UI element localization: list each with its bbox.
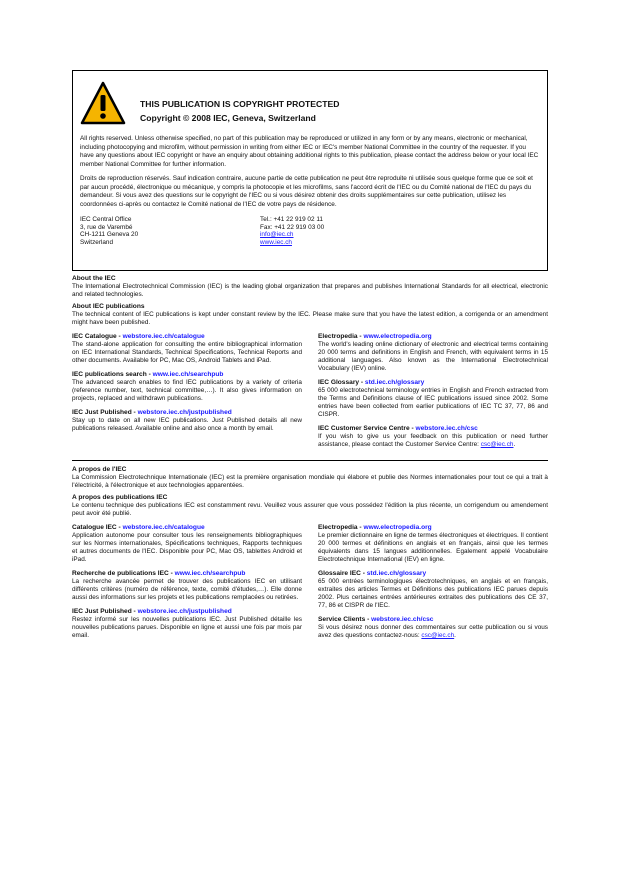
search-heading-fr: Recherche de publications IEC -: [72, 570, 175, 577]
about-publications-text: The technical content of IEC publications is kept under constant review by the IEC. Please make sure that you have the latest edition, a corrigenda or an amendment might have been published.: [72, 311, 548, 326]
electropedia-item-fr: [318, 524, 548, 564]
electropedia-link-fr[interactable]: www.electropedia.org: [363, 524, 432, 531]
glossary-link-fr[interactable]: std.iec.ch/glossary: [366, 570, 427, 577]
glossary-item: [318, 379, 548, 419]
catalogue-link-fr[interactable]: webstore.iec.ch/catalogue: [122, 524, 205, 531]
search-item-fr: [72, 570, 302, 602]
electropedia-item: [318, 333, 548, 373]
electropedia-link[interactable]: www.electropedia.org: [363, 333, 432, 340]
period: .: [513, 441, 516, 448]
about-iec-section: [72, 275, 548, 299]
page: [72, 70, 548, 646]
just-published-text: Stay up to date on all new IEC publications. Just Published details all new publications released. Available online and also once a month by email.: [72, 417, 302, 432]
electropedia-heading-fr: Electropedia -: [318, 524, 364, 531]
about-publications-section: [72, 303, 548, 327]
website-link[interactable]: www.iec.ch: [260, 238, 292, 246]
copyright-text-en: All rights reserved. Unless otherwise specified, no part of this publication may be reproduced or utilized in any form or by any means, electronic or mechanical, including photocopying and microfilm, without permission in writing from either IEC or IEC's member National Committee in the country of the requester. If you have any questions about IEC copyright or have an enquiry about obtaining additional rights to this publication, please contact the address below or your local IEC member National Committee for further information.: [80, 135, 539, 168]
fr-left-column: [72, 524, 302, 646]
catalogue-item: [72, 333, 302, 365]
csc-email-link[interactable]: csc@iec.ch: [480, 441, 514, 448]
address-line: IEC Central Office: [80, 216, 132, 223]
catalogue-text-fr: Application autonome pour consulter tous les renseignements bibliographiques sur les Normes internationales, Spécifications techniques, Rapports techniques et autres documents de l'IEC. Disponible pour PC, Mac OS, tablettes Android et iPad.: [72, 532, 302, 563]
search-text: The advanced search enables to find IEC publications by a variety of criteria (reference number, text, technical committee,…). It also gives information on projects, replaced and withdrawn publications.: [72, 379, 302, 402]
just-published-link-fr[interactable]: webstore.iec.ch/justpublished: [137, 608, 232, 615]
catalogue-link[interactable]: webstore.iec.ch/catalogue: [122, 333, 205, 340]
period: .: [454, 632, 456, 639]
fr-resources: [72, 524, 548, 646]
electropedia-text-fr: Le premier dictionnaire en ligne de termes électroniques et électriques. Il contient 20 000 termes et définitions en anglais et en français, ainsi que les termes équivalents dans 15 langues additionnelles. Egalement appelé Vocabulaire Electrotechnique International (IEV) en ligne.: [318, 532, 548, 563]
electropedia-heading: Electropedia -: [318, 333, 364, 340]
glossary-text-fr: 65 000 entrées terminologiques électrotechniques, en anglais et en français, extraites des articles Termes et Définitions des publications IEC parues depuis 2002. Plus certaines entrées antérieures extraites des publications des CE 37, 77, 86 et CISPR de l'IEC.: [318, 578, 548, 609]
copyright-box: [72, 70, 548, 271]
customer-service-heading-fr: Service Clients -: [318, 616, 372, 623]
postal-address: [80, 216, 260, 246]
apropos-publications-section: [72, 494, 548, 518]
just-published-item-fr: [72, 608, 302, 640]
search-heading: IEC publications search -: [72, 371, 153, 378]
en-left-column: [72, 333, 302, 455]
glossary-heading-fr: Glossaire IEC -: [318, 570, 367, 577]
fax-number: Fax: +41 22 919 03 00: [260, 223, 325, 231]
just-published-link[interactable]: webstore.iec.ch/justpublished: [137, 409, 232, 416]
search-item: [72, 371, 302, 403]
catalogue-heading: IEC Catalogue -: [72, 333, 123, 340]
apropos-publications-heading: A propos des publications IEC: [72, 494, 168, 501]
customer-service-text: [318, 433, 548, 449]
just-published-text-fr: Restez informé sur les nouvelles publications IEC. Just Published détaille les nouvelles publications parues. Disponible en ligne et aussi une fois par mois par email.: [72, 616, 302, 639]
glossary-text: 65 000 electrotechnical terminology entries in English and French extracted from the Terms and Definitions clause of IEC publications issued since 2002. Some entries have been collected from earlier publications of IEC TC 37, 77, 86 and CISPR.: [318, 387, 548, 418]
en-right-column: [318, 333, 548, 455]
searchpub-link[interactable]: www.iec.ch/searchpub: [152, 371, 224, 378]
contact-details: [260, 216, 440, 246]
fr-right-column: [318, 524, 548, 646]
search-text-fr: La recherche avancée permet de trouver des publications IEC en utilisant différents critères (numéro de référence, texte, comité d'études,…). Elle donne aussi des informations sur les projets et les publications remplacées ou retirées.: [72, 578, 302, 601]
en-resources: [72, 333, 548, 455]
catalogue-text: The stand-alone application for consulting the entire bibliographical information on IEC International Standards, Technical Specifications, Technical Reports and other documents. Available for PC, Mac OS, Android Tablets and iPad.: [72, 341, 302, 364]
customer-service-body-fr: Si vous désirez nous donner des commentaires sur cette publication ou si vous avez des questions contactez-nous:: [318, 624, 548, 639]
phone-number: Tel.: +41 22 919 02 11: [260, 216, 323, 223]
glossary-item-fr: [318, 570, 548, 610]
contact-address: [80, 216, 540, 246]
just-published-heading: IEC Just Published -: [72, 409, 138, 416]
customer-service-link[interactable]: webstore.iec.ch/csc: [415, 425, 478, 432]
apropos-iec-heading: A propos de l'IEC: [72, 466, 127, 473]
customer-service-text-fr: [318, 624, 548, 640]
warning-icon: [80, 81, 126, 125]
apropos-iec-text: La Commission Electrotechnique Internationale (IEC) est la première organisation mondiale qui élabore et publie des Normes internationales pour tout ce qui a trait à l'électricité, à l'électronique et aux technologies apparentées.: [72, 474, 548, 489]
electropedia-text: The world's leading online dictionary of electronic and electrical terms containing 20 000 terms and definitions in English and French, with equivalent terms in 15 additional languages. Also known as the International Electrotechnical Vocabulary (IEV) online.: [318, 341, 548, 372]
apropos-iec-section: [72, 466, 548, 490]
copyright-text-fr: Droits de reproduction réservés. Sauf indication contraire, aucune partie de cette publication ne peut être reproduite ni utilisée sous quelque forme que ce soit et par aucun procédé, électronique ou mécanique, y compris la photocopie et les microfilms, sans l'accord écrit de l'IEC ou du Comité national de l'IEC du pays du demandeur. Si vous avez des questions sur le copyright de l'IEC ou si vous désirez obtenir des droits supplémentaires sur cette publication, utilisez les coordonnées ci-après ou contactez le Comité national de l'IEC de votre pays de résidence.: [80, 175, 533, 208]
csc-email-link-fr[interactable]: csc@iec.ch: [421, 632, 455, 639]
copyright-subtitle: Copyright © 2008 IEC, Geneva, Switzerland: [140, 113, 316, 123]
email-link[interactable]: info@iec.ch: [260, 231, 294, 239]
about-iec-text: The International Electrotechnical Commission (IEC) is the leading global organization that prepares and publishes International Standards for all electrical, electronic and related technologies.: [72, 283, 548, 298]
copyright-title: THIS PUBLICATION IS COPYRIGHT PROTECTED: [140, 99, 340, 109]
customer-service-heading: IEC Customer Service Centre -: [318, 425, 416, 432]
just-published-heading-fr: IEC Just Published -: [72, 608, 138, 615]
searchpub-link-fr[interactable]: www.iec.ch/searchpub: [174, 570, 246, 577]
about-publications-heading: About IEC publications: [72, 303, 145, 310]
address-line: Switzerland: [80, 238, 114, 246]
customer-service-link-fr[interactable]: webstore.iec.ch/csc: [371, 616, 434, 623]
address-line: 3, rue de Varembé: [80, 223, 133, 231]
catalogue-heading-fr: Catalogue IEC -: [72, 524, 123, 531]
just-published-item: [72, 409, 302, 433]
catalogue-item-fr: [72, 524, 302, 564]
address-line: CH-1211 Geneva 20: [80, 231, 139, 239]
section-divider: [72, 460, 548, 461]
apropos-publications-text: Le contenu technique des publications IEC est constamment revu. Veuillez vous assurer que vous possédez l'édition la plus récente, un corrigendum ou amendement peut avoir été publié.: [72, 502, 548, 517]
customer-service-item: [318, 425, 548, 449]
copyright-header: [80, 79, 540, 129]
glossary-link[interactable]: std.iec.ch/glossary: [364, 379, 425, 386]
customer-service-item-fr: [318, 616, 548, 640]
customer-service-body: If you wish to give us your feedback on this publication or need further assistance, please contact the Customer Service Centre:: [318, 433, 548, 448]
glossary-heading: IEC Glossary -: [318, 379, 365, 386]
about-iec-heading: About the IEC: [72, 275, 116, 282]
